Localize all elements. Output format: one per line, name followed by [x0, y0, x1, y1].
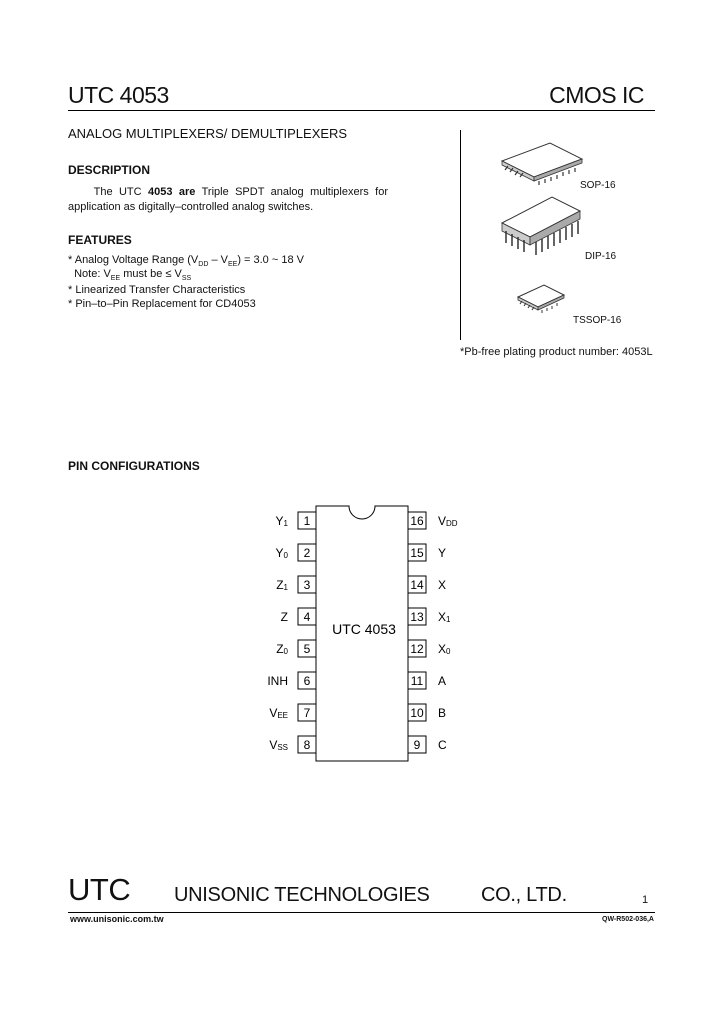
pin-number-11: 11 — [410, 674, 424, 688]
pin-name-4: Z — [280, 610, 288, 624]
package-label-dip16: DIP-16 — [585, 251, 617, 262]
description-strong: 4053 are — [148, 186, 196, 198]
sop16-package-icon — [502, 143, 582, 185]
pin-number-5: 5 — [303, 642, 311, 656]
feature-voltage-sub-dd: DD — [198, 261, 209, 269]
description-text — [68, 185, 388, 215]
feature-linearized: * Linearized Transfer Characteristics — [68, 284, 246, 296]
pin-name-16: VDD — [438, 514, 458, 528]
package-illustrations — [490, 135, 600, 335]
pin-name-12: X0 — [438, 642, 451, 656]
package-label-tssop16: TSSOP-16 — [573, 315, 622, 326]
pin-name-5: Z0 — [276, 642, 288, 656]
header-divider — [68, 110, 655, 111]
package-label-sop16: SOP-16 — [580, 180, 616, 191]
pin-number-1: 1 — [303, 514, 311, 528]
feature-voltage-prefix: * Analog Voltage Range (V — [68, 254, 199, 266]
feature-voltage-suffix: ) = 3.0 ~ 18 V — [237, 254, 304, 266]
part-number-title: UTC 4053 — [68, 82, 169, 108]
footer-company-suffix: CO., LTD. — [481, 884, 567, 906]
footer-logo: UTC — [68, 872, 131, 907]
pin-number-2: 2 — [303, 546, 311, 560]
pin-name-6: INH — [267, 674, 288, 688]
pin-name-3: Z1 — [276, 578, 288, 592]
pin-name-13: X1 — [438, 610, 451, 624]
pin-config-heading: PIN CONFIGURATIONS — [68, 459, 200, 473]
column-divider — [460, 130, 461, 340]
feature-note-sub-ee: EE — [110, 275, 121, 283]
pin-name-7: VEE — [269, 706, 288, 720]
pin-name-8: VSS — [269, 738, 288, 752]
pin-number-8: 8 — [303, 738, 311, 752]
pin-name-1: Y1 — [275, 514, 288, 528]
subtitle: ANALOG MULTIPLEXERS/ DEMULTIPLEXERS — [68, 126, 348, 141]
pin-number-9: 9 — [413, 738, 421, 752]
pin-name-10: B — [438, 706, 447, 720]
pin-number-3: 3 — [303, 578, 311, 592]
feature-pin-replacement: * Pin–to–Pin Replacement for CD4053 — [68, 298, 256, 310]
tssop16-package-icon — [518, 285, 564, 313]
features-heading: FEATURES — [68, 233, 132, 247]
pin-number-4: 4 — [303, 610, 311, 624]
pin-number-12: 12 — [410, 642, 424, 656]
pin-number-10: 10 — [410, 706, 424, 720]
feature-note-mid: must be ≤ V — [120, 268, 182, 280]
chip-label: UTC 4053 — [332, 621, 396, 637]
category-title: CMOS IC — [549, 82, 644, 108]
feature-note-prefix: Note: V — [68, 268, 111, 280]
document-number: QW-R502-036,A — [602, 916, 654, 923]
pb-free-note: *Pb-free plating product number: 4053L — [460, 346, 653, 358]
page-number: 1 — [642, 894, 649, 906]
pin-name-9: C — [438, 738, 447, 752]
pin-name-14: X — [438, 578, 447, 592]
footer-divider — [68, 912, 655, 913]
pin-name-15: Y — [438, 546, 447, 560]
pin-number-16: 16 — [410, 514, 424, 528]
pin-name-2: Y0 — [275, 546, 288, 560]
dip16-package-icon — [502, 197, 580, 255]
feature-note-sub-ss: SS — [181, 275, 192, 283]
left-pins — [267, 512, 316, 753]
description-heading: DESCRIPTION — [68, 163, 151, 177]
pin-number-13: 13 — [410, 610, 424, 624]
feature-voltage-mid: – V — [208, 254, 228, 266]
footer-url[interactable]: www.unisonic.com.tw — [70, 914, 164, 924]
pin-diagram — [250, 500, 480, 770]
right-pins — [408, 512, 458, 753]
pin-name-11: A — [438, 674, 447, 688]
pin-number-7: 7 — [303, 706, 311, 720]
pin-number-14: 14 — [410, 578, 424, 592]
description-lead: The UTC — [93, 186, 148, 198]
pin-number-6: 6 — [303, 674, 311, 688]
feature-voltage-sub-ee: EE — [227, 261, 238, 269]
description-rest: Triple SPDT analog multiplexers for application as digitally–controlled analog switches. — [68, 186, 388, 213]
footer-company: UNISONIC TECHNOLOGIES — [174, 884, 430, 906]
pin-number-15: 15 — [410, 546, 424, 560]
